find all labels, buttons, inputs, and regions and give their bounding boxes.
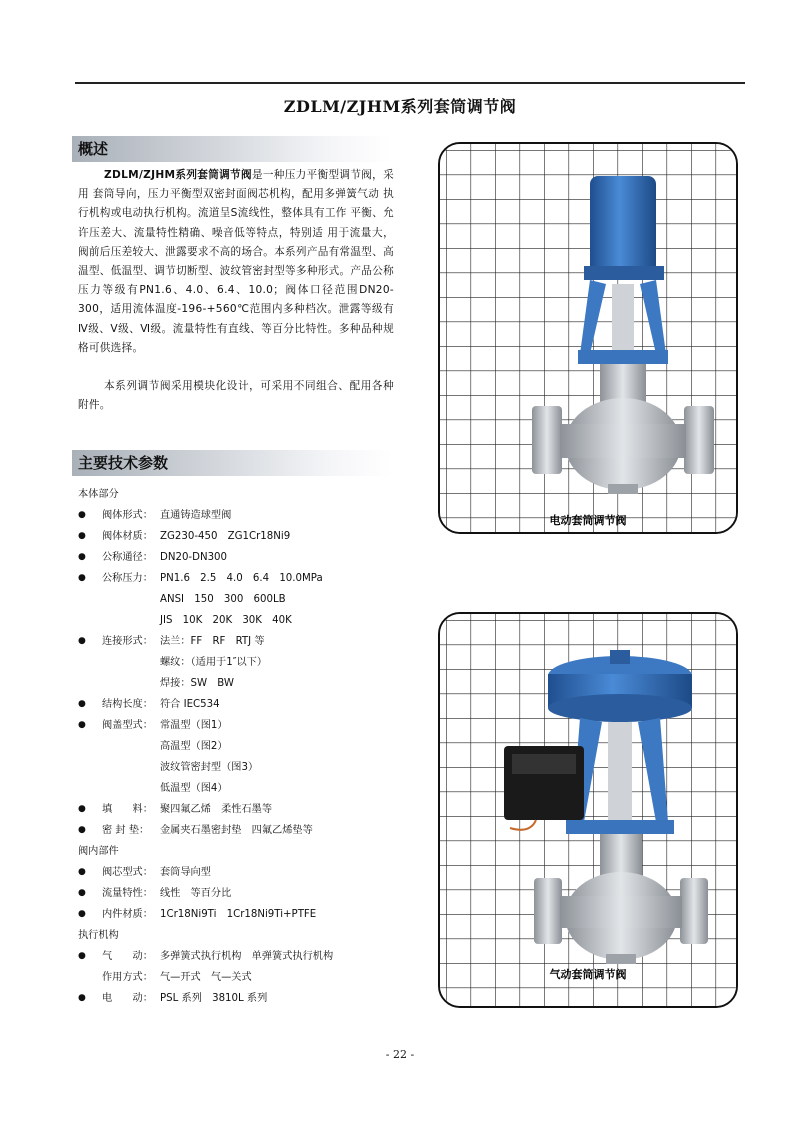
spec-row: [78, 946, 398, 967]
actuator-motor-icon: [590, 176, 656, 274]
spec-value: 低温型（图4）: [160, 783, 228, 794]
spec-value: 聚四氟乙烯 柔性石墨等: [160, 804, 273, 815]
spec-key: 电 动：: [102, 993, 153, 1004]
spec-key: 气 动：: [102, 951, 153, 962]
spec-row: [78, 526, 398, 547]
spec-value: 1Cr18Ni9Ti 1Cr18Ni9Ti+PTFE: [160, 909, 317, 920]
electric-caption: 电动套筒调节阀: [549, 514, 627, 527]
spec-value: PN1.6 2.5 4.0 6.4 10.0MPa: [160, 573, 323, 584]
spec-row: [78, 904, 398, 925]
spec-value: 螺纹：（适用于1″以下）: [160, 657, 268, 668]
spec-key: 公称压力：: [102, 573, 153, 584]
bullet-icon: ●: [78, 699, 86, 709]
spec-key: 结构长度：: [102, 699, 153, 710]
spec-value: 法兰：FF RF RTJ 等: [160, 636, 265, 647]
spec-list: [78, 484, 398, 1009]
spec-row: [78, 799, 398, 820]
spec-row: [78, 505, 398, 526]
spec-key: 密 封 垫：: [102, 825, 150, 836]
spec-key: 公称通径：: [102, 552, 153, 563]
spec-row: [78, 589, 398, 610]
spec-row: [78, 778, 398, 799]
spec-key: 填 料：: [102, 804, 153, 815]
spec-value: JIS 10K 20K 30K 40K: [160, 615, 292, 626]
spec-value: ZG230-450 ZG1Cr18Ni9: [160, 531, 291, 542]
electric-valve-image: [440, 144, 736, 532]
spec-row: [78, 547, 398, 568]
spec-key: 流量特性：: [102, 888, 153, 899]
group-actuator: 执行机构: [78, 930, 119, 941]
spec-row: [78, 736, 398, 757]
spec-value: DN20-DN300: [160, 552, 228, 563]
top-rule: [75, 82, 745, 84]
bullet-icon: ●: [78, 888, 86, 898]
bullet-icon: ●: [78, 573, 86, 583]
spec-value: 高温型（图2）: [160, 741, 228, 752]
bullet-icon: ●: [78, 636, 86, 646]
spec-row: [78, 568, 398, 589]
spec-key: 作用方式：: [102, 972, 153, 983]
spec-row: [78, 631, 398, 652]
group-body: 本体部分: [78, 489, 119, 500]
spec-value: 金属夹石墨密封垫 四氟乙烯垫等: [160, 825, 313, 836]
bullet-icon: ●: [78, 552, 86, 562]
spec-value: 套筒导向型: [160, 867, 211, 878]
spec-value: 波纹管密封型（图3）: [160, 762, 259, 773]
bullet-icon: ●: [78, 867, 86, 877]
bullet-icon: ●: [78, 720, 86, 730]
spec-value: 线性 等百分比: [160, 888, 232, 899]
bullet-icon: ●: [78, 993, 86, 1003]
spec-key: 连接形式：: [102, 636, 153, 647]
spec-key: 阀芯型式：: [102, 867, 153, 878]
group-internal: 阀内部件: [78, 846, 119, 857]
spec-row: [78, 715, 398, 736]
overview-lead: ZDLM/ZJHM系列套筒调节阀: [104, 169, 252, 181]
bullet-icon: ●: [78, 804, 86, 814]
spec-row: [78, 883, 398, 904]
spec-value: 焊接：SW BW: [160, 678, 234, 689]
spec-row: [78, 967, 398, 988]
bullet-icon: ●: [78, 909, 86, 919]
spec-value: 直通铸造球型阀: [160, 510, 232, 521]
spec-value: ANSI 150 300 600LB: [160, 594, 286, 605]
spec-row: [78, 988, 398, 1009]
spec-value: PSL 系列 3810L 系列: [160, 993, 268, 1004]
page-number: - 22 -: [385, 1048, 415, 1061]
spec-value: 常温型（图1）: [160, 720, 228, 731]
spec-row: [78, 694, 398, 715]
electric-valve-figure: [438, 142, 738, 534]
bullet-icon: ●: [78, 951, 86, 961]
pneumatic-caption: 气动套筒调节阀: [549, 968, 627, 981]
overview-para2: 本系列调节阀采用模块化设计，可采用不同组合、配用各种附件。: [78, 380, 394, 412]
bullet-icon: ●: [78, 510, 86, 520]
spec-row: [78, 610, 398, 631]
spec-row: [78, 673, 398, 694]
spec-key: 阀体形式：: [102, 510, 153, 521]
overview-text: [78, 166, 394, 415]
spec-key: 阀盖型式：: [102, 720, 153, 731]
overview-para1: 是一种压力平衡型调节阀，采用 套筒导向，压力平衡型双密封面阀芯机构，配用多弹簧气动 执行机构或电动执行机构。流道呈S流线性，整体具有工作 平衡、允许压差大、流量特性精确、噪音低等特点，特别适 用于流量大，阀前后压差较大、泄露要求不高的场合。本系列产品有常温型、高温型、低温型、调节切断型、波纹管密封型等多种形式。产品公称压力等级有PN1.6、4.0、6.4、10.0；阀体口径范围DN20-300，适用流体温度-196-+560℃范围内多种档次。泄露等级有Ⅳ级、Ⅴ级、Ⅵ级。流量特性有直线、等百分比特性。多种品种规格可供选择。: [78, 169, 395, 354]
spec-row: [78, 757, 398, 778]
spec-row: [78, 820, 398, 841]
pneumatic-valve-figure: [438, 612, 738, 1008]
spec-value: 符合 IEC534: [160, 699, 220, 710]
spec-row: [78, 862, 398, 883]
bullet-icon: ●: [78, 531, 86, 541]
overview-heading: 概述: [72, 136, 392, 162]
page-title: ZDLM/ZJHM系列套筒调节阀: [283, 97, 517, 116]
bullet-icon: ●: [78, 825, 86, 835]
specs-heading: 主要技术参数: [72, 450, 392, 476]
spec-value: 气—开式 气—关式: [160, 972, 252, 983]
pneumatic-valve-image: [440, 614, 736, 1006]
spec-key: 内件材质：: [102, 909, 153, 920]
spec-key: 阀体材质：: [102, 531, 153, 542]
spec-value: 多弹簧式执行机构 单弹簧式执行机构: [160, 951, 334, 962]
spec-row: [78, 652, 398, 673]
